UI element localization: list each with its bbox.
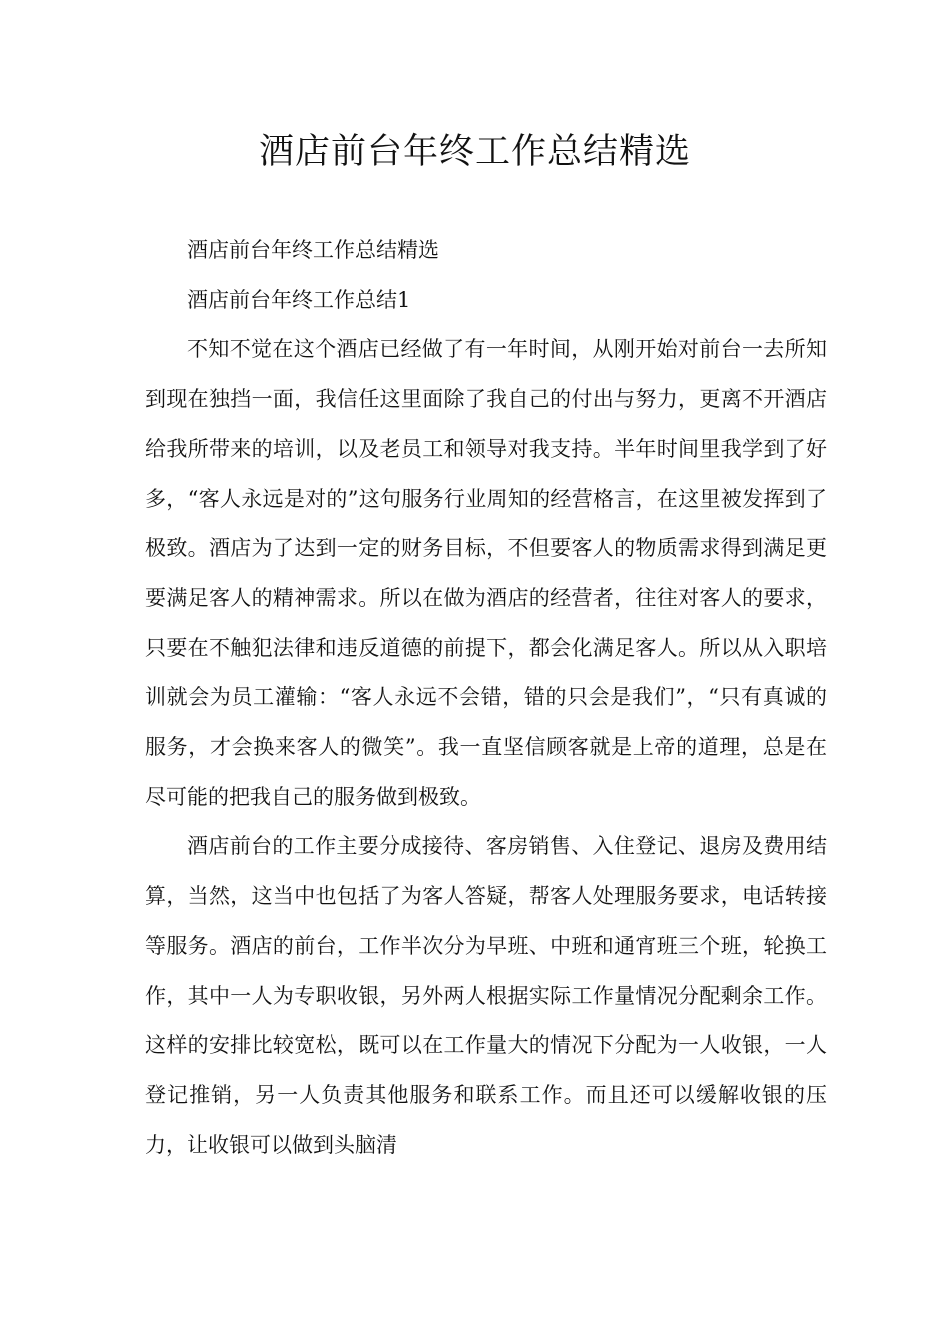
- paragraph-body-2: 酒店前台的工作主要分成接待、客房销售、入住登记、退房及费用结算，当然，这当中也包括了为客人答疑，帮客人处理服务要求，电话转接等服务。酒店的前台，工作半次分为早班、中班和通宵班三个班，轮换工作，其中一人为专职收银，另外两人根据实际工作量情况分配剩余工作。这样的安排比较宽松，既可以在工作量大的情况下分配为一人收银，一人登记推销，另一人负责其他服务和联系工作。而且还可以缓解收银的压力，让收银可以做到头脑清: [145, 834, 827, 1157]
- paragraph-body-1: 不知不觉在这个酒店已经做了有一年时间，从刚开始对前台一去所知到现在独挡一面，我信任这里面除了我自己的付出与努力，更离不开酒店给我所带来的培训，以及老员工和领导对我支持。半年时间里我学到了好多，“客人永远是对的”这句服务行业周知的经营格言，在这里被发挥到了极致。酒店为了达到一定的财务目标，不但要客人的物质需求得到满足更要满足客人的精神需求。所以在做为酒店的经营者，往往对客人的要求，只要在不触犯法律和违反道德的前提下，都会化满足客人。所以从入职培训就会为员工灌输：“客人永远不会错，错的只会是我们”，“只有真诚的服务，才会换来客人的微笑”。我一直坚信顾客就是上帝的道理，总是在尽可能的把我自己的服务做到极致。: [145, 337, 827, 809]
- paragraph-subtitle: 酒店前台年终工作总结精选: [187, 238, 439, 262]
- document-body: [145, 226, 827, 1170]
- document-title: 酒店前台年终工作总结精选: [258, 132, 691, 172]
- paragraph-section-heading: 酒店前台年终工作总结1: [187, 287, 411, 312]
